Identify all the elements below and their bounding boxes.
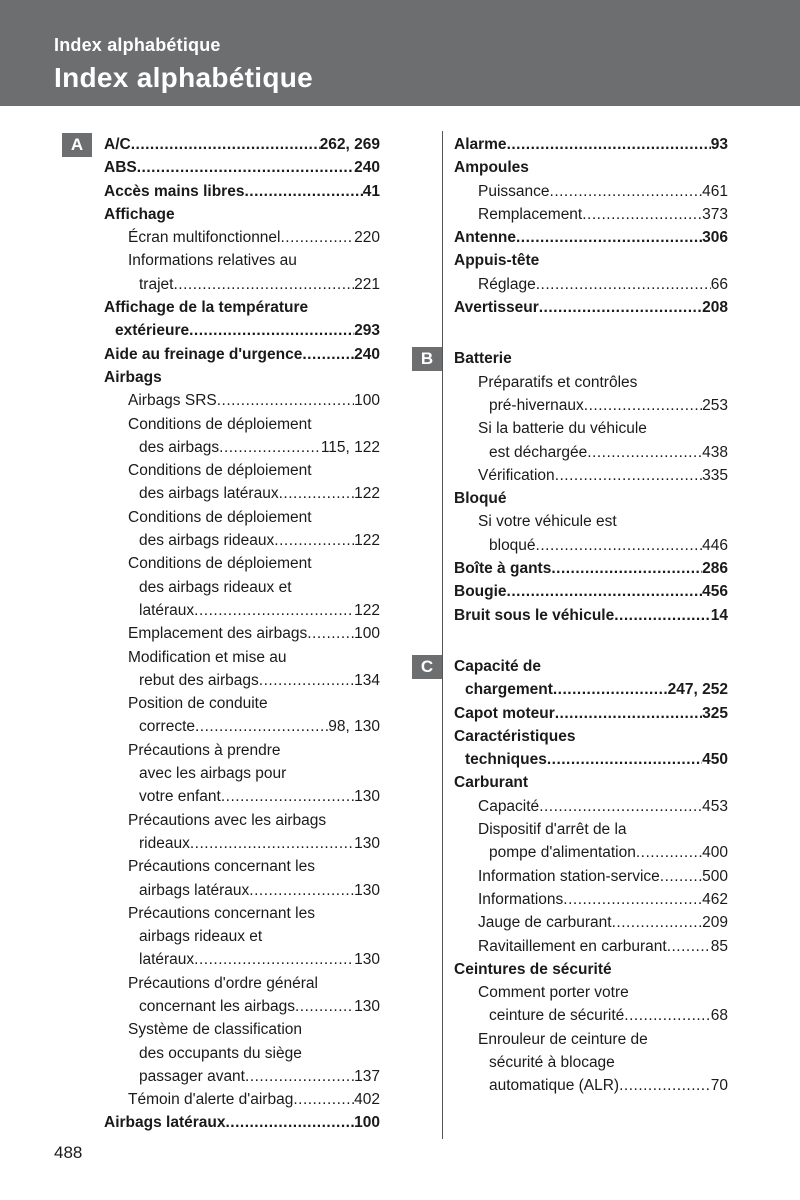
entry-term: Airbags [104,368,162,386]
index-column-left [62,133,380,1135]
dot-leader [281,226,355,249]
index-entry [62,413,380,436]
index-entry [412,394,728,417]
index-entry [62,576,380,599]
entry-term: airbags latéraux [139,881,250,899]
entry-page: 462 [702,890,728,908]
entry-term: Alarme [454,136,507,153]
section-letter-badge: B [412,347,442,371]
dot-leader [624,1004,710,1027]
index-entry [62,1065,380,1088]
index-entry [412,226,728,249]
entry-page: 100 [354,392,380,410]
dot-leader [173,273,354,296]
dot-leader [225,1111,354,1134]
entry-term: Modification et mise au [128,648,287,666]
dot-leader [536,273,711,296]
dot-leader [221,785,354,808]
entry-term: Ampoules [454,159,529,177]
index-entry [62,972,380,995]
entry-page: 208 [702,299,728,317]
index-entry [62,948,380,971]
dot-leader [563,888,702,911]
entry-page: 325 [702,704,728,722]
index-entry [62,249,380,272]
dot-leader [660,865,702,888]
entry-page: 130 [354,881,380,899]
index-entry [62,343,380,366]
dot-leader [612,911,703,934]
index-section-a [62,133,380,1135]
index-entry [412,678,728,701]
entry-term: Vérification [478,466,555,484]
index-entry [412,464,728,487]
entry-term: Informations relatives au [128,252,297,270]
entry-term: Emplacement des airbags [128,625,308,643]
entry-term: Caractéristiques [454,727,576,745]
entry-page: 130 [354,788,380,806]
entry-term: rideaux [139,834,190,852]
index-entry [412,156,728,179]
entry-term: pompe d'alimentation [489,844,636,862]
index-entry [62,156,380,179]
dot-leader [194,599,354,622]
index-entry [412,725,728,748]
dot-leader [619,1074,711,1097]
dot-leader [539,795,702,818]
entry-term: Si la batterie du véhicule [478,420,647,438]
entry-term: passager avant [139,1067,245,1085]
entry-term: Aide au freinage d'urgence [104,345,303,363]
index-entry [412,441,728,464]
index-entry [412,748,728,771]
dot-leader [194,948,354,971]
index-entry [412,203,728,226]
entry-term: Préparatifs et contrôles [478,373,638,391]
entry-term: votre enfant [139,788,221,806]
dot-leader [636,841,702,864]
index-entry [62,506,380,529]
entry-term: ABS [104,159,137,177]
section-letter-badge: C [412,655,442,679]
entry-page: 93 [710,136,728,153]
index-entry [412,981,728,1004]
dot-leader [555,464,702,487]
index-entry [412,534,728,557]
index-section-b [412,347,728,627]
entry-term: Enrouleur de ceinture de [478,1030,648,1048]
index-entry [412,296,728,319]
entry-term: Bruit sous le véhicule [454,606,615,624]
entry-page: 221 [354,275,380,293]
entry-term: latéraux [139,951,195,969]
entry-term: Bloqué [454,490,507,508]
entry-term: Témoin d'alerte d'airbag [128,1091,294,1109]
entry-page: 14 [710,606,728,624]
dot-leader [539,296,702,319]
index-section-a-continued [412,133,728,319]
index-entry [412,865,728,888]
dot-leader [547,748,702,771]
entry-term: Bougie [454,583,507,601]
entry-term: Capot moteur [454,704,555,722]
entry-term: Ceintures de sécurité [454,960,612,978]
dot-leader [279,482,355,505]
header-subtitle: Index alphabétique [54,35,221,55]
entry-page: 293 [354,322,380,340]
index-entry [62,552,380,575]
index-entry [412,702,728,725]
index-entry [412,417,728,440]
entry-page: 461 [702,182,728,200]
index-entry [412,510,728,533]
index-entry [62,1042,380,1065]
index-entry [62,203,380,226]
index-entry [62,832,380,855]
entry-term: Airbags latéraux [104,1114,226,1132]
dot-leader [190,832,354,855]
dot-leader [551,557,702,580]
entry-page: 122 [354,601,380,619]
entry-term: Comment porter votre [478,984,629,1002]
entry-term: Information station-service [478,867,660,885]
entry-page: 98, 130 [328,718,380,736]
index-entry [412,133,728,156]
index-entry [412,347,728,370]
entry-page: 500 [702,867,728,885]
index-entry [62,995,380,1018]
entry-term: est déchargée [489,443,588,461]
entry-term: Affichage [104,205,175,223]
entry-term: des airbags rideaux et [139,578,292,596]
index-entry [412,1051,728,1074]
entry-term: Puissance [478,182,550,200]
entry-term: Capacité [478,797,540,815]
entry-term: sécurité à blocage [489,1053,615,1071]
entry-page: 220 [354,229,380,247]
entry-page: 70 [710,1077,728,1095]
entry-term: techniques [465,751,547,769]
index-entry [62,622,380,645]
entry-term: des airbags [139,438,220,456]
entry-page: 100 [354,625,380,643]
entry-term: pré-hivernaux [489,396,584,414]
dot-leader [553,678,668,701]
index-entry [62,366,380,389]
dot-leader [614,604,711,627]
section-gap [412,319,728,347]
dot-leader [507,133,711,156]
index-entry [62,785,380,808]
entry-term: Jauge de carburant [478,914,612,932]
entry-page: 253 [702,396,728,414]
index-entry [62,599,380,622]
entry-term: Antenne [454,229,516,247]
dot-leader [507,580,703,603]
index-entry [62,133,380,156]
entry-term: Remplacement [478,205,583,223]
index-entry [62,389,380,412]
dot-leader [189,319,354,342]
index-entry [62,459,380,482]
index-entry [62,879,380,902]
index-entry [62,1018,380,1041]
entry-term: des airbags rideaux [139,532,275,550]
entry-page: 247, 252 [667,681,728,699]
entry-page: 130 [354,834,380,852]
dot-leader [293,1088,354,1111]
entry-page: 41 [362,182,380,200]
entry-term: Conditions de déploiement [128,415,312,433]
index-entry [412,935,728,958]
index-entry [62,762,380,785]
entry-term: trajet [139,275,174,293]
entry-term: Airbags SRS [128,392,217,410]
entry-term: latéraux [139,601,195,619]
dot-leader [536,534,703,557]
entry-page: 130 [354,951,380,969]
section-gap [412,627,728,655]
index-entry [412,371,728,394]
index-entry [412,273,728,296]
entry-page: 209 [702,914,728,932]
entry-page: 373 [702,205,728,223]
entry-term: Précautions avec les airbags [128,811,327,829]
dot-leader [307,622,354,645]
entry-term: Dispositif d'arrêt de la [478,821,627,839]
index-entry [62,436,380,459]
entry-term: chargement [465,681,553,699]
entry-term: Précautions à prendre [128,741,281,759]
dot-leader [244,180,362,203]
entry-term: extérieure [115,322,190,340]
index-entry [412,795,728,818]
section-letter-badge: A [62,133,92,157]
entry-page: 122 [354,532,380,550]
entry-term: automatique (ALR) [489,1077,620,1095]
index-entry [62,809,380,832]
dot-leader [219,436,321,459]
index-entry [62,319,380,342]
page-number: 488 [54,1143,83,1162]
entry-term: Ravitaillement en carburant [478,937,667,955]
entry-term: airbags rideaux et [139,928,263,946]
page-header [0,0,800,106]
header-title: Index alphabétique [54,62,313,93]
dot-leader [584,394,702,417]
entry-term: Écran multifonctionnel [128,229,281,247]
dot-leader [516,226,702,249]
index-entry [62,273,380,296]
entry-term: Système de classification [128,1021,303,1039]
entry-term: Si votre véhicule est [478,513,617,531]
index-entry [412,1074,728,1097]
entry-page: 137 [354,1067,380,1085]
entry-term: ceinture de sécurité [489,1007,625,1025]
entry-page: 262, 269 [319,136,380,153]
index-entry [412,1004,728,1027]
index-entry [62,296,380,319]
entry-page: 456 [702,583,728,601]
entry-term: rebut des airbags [139,671,259,689]
entry-page: 122 [354,485,380,503]
index-entry [412,818,728,841]
dot-leader [667,935,711,958]
entry-page: 400 [702,844,728,862]
entry-page: 100 [354,1114,380,1132]
entry-term: Appuis-tête [454,252,540,270]
entry-term: Conditions de déploiement [128,462,312,480]
entry-term: Batterie [454,350,512,368]
index-entry [412,958,728,981]
entry-page: 286 [702,560,728,578]
entry-page: 402 [354,1091,380,1109]
entry-page: 66 [710,275,728,293]
index-entry [412,249,728,272]
index-entry [62,855,380,878]
entry-term: concernant les airbags [139,997,295,1015]
dot-leader [259,669,354,692]
entry-page: 306 [702,229,728,247]
dot-leader [582,203,702,226]
entry-term: Avertisseur [454,299,539,317]
entry-term: avec les airbags pour [139,765,287,783]
dot-leader [131,133,320,156]
entry-term: Accès mains libres [104,182,245,200]
entry-term: Boîte à gants [454,560,552,578]
dot-leader [137,156,354,179]
dot-leader [249,879,354,902]
entry-page: 438 [702,443,728,461]
index-entry [62,715,380,738]
entry-term: Position de conduite [128,695,268,713]
index-entry [62,925,380,948]
dot-leader [274,529,354,552]
index-entry [62,180,380,203]
index-entry [412,841,728,864]
index-entry [412,487,728,510]
entry-page: 450 [702,751,728,769]
dot-leader [555,702,702,725]
entry-term: Affichage de la température [104,299,309,317]
index-entry [62,1088,380,1111]
dot-leader [295,995,354,1018]
entry-term: Conditions de déploiement [128,555,312,573]
index-entry [412,911,728,934]
entry-term: A/C [104,136,131,153]
entry-page: 446 [702,536,728,554]
index-entry [62,529,380,552]
index-column-right [412,133,728,1098]
entry-page: 115, 122 [320,438,380,456]
index-entry [62,669,380,692]
index-entry [62,902,380,925]
dot-leader [550,180,703,203]
index-entry [412,655,728,678]
dot-leader [195,715,328,738]
dot-leader [217,389,354,412]
dot-leader [245,1065,354,1088]
entry-page: 453 [702,797,728,815]
index-entry [62,482,380,505]
entry-term: correcte [139,718,195,736]
index-entry [62,646,380,669]
entry-term: des occupants du siège [139,1044,302,1062]
index-entry [412,771,728,794]
index-entry [412,604,728,627]
entry-page: 68 [710,1007,728,1025]
entry-page: 240 [354,345,380,363]
entry-term: des airbags latéraux [139,485,279,503]
entry-page: 335 [702,466,728,484]
index-entry [412,580,728,603]
dot-leader [302,343,354,366]
index-entry [62,226,380,249]
entry-term: Précautions concernant les [128,858,315,876]
entry-term: Précautions concernant les [128,904,315,922]
index-section-c [412,655,728,1098]
dot-leader [587,441,702,464]
index-entry [412,557,728,580]
entry-page: 134 [354,671,380,689]
entry-page: 85 [710,937,728,955]
entry-term: Capacité de [454,657,542,675]
index-entry [412,180,728,203]
entry-term: Informations [478,890,564,908]
entry-term: bloqué [489,536,536,554]
entry-term: Réglage [478,275,536,293]
entry-term: Précautions d'ordre général [128,974,318,992]
entry-page: 240 [354,159,380,177]
entry-page: 130 [354,997,380,1015]
entry-term: Conditions de déploiement [128,508,312,526]
index-entry [62,692,380,715]
index-entry [62,1111,380,1134]
entry-term: Carburant [454,774,529,792]
index-entry [62,739,380,762]
index-entry [412,888,728,911]
index-entry [412,1028,728,1051]
